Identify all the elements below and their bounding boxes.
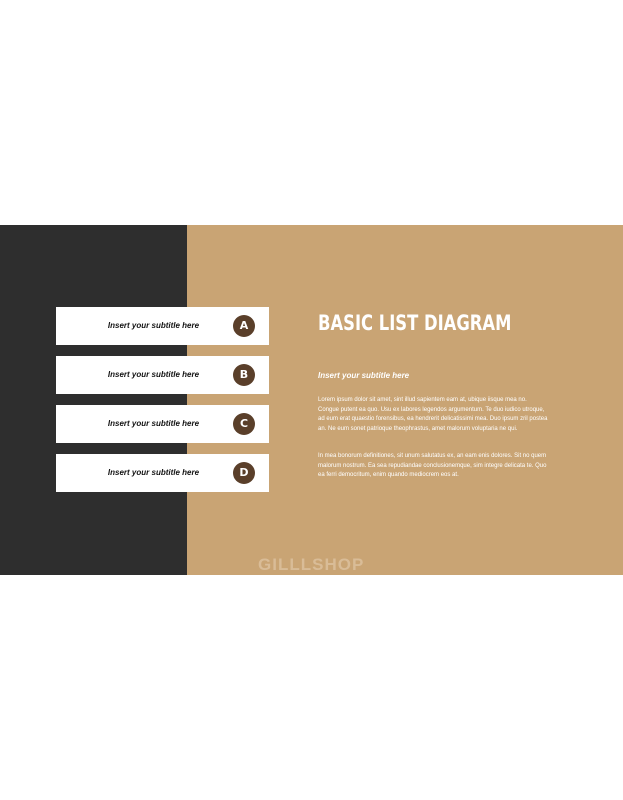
letter-badge: A (233, 315, 255, 337)
watermark: GILLLSHOP (258, 555, 365, 574)
letter-badge: D (233, 462, 255, 484)
letter-badge: C (233, 413, 255, 435)
body-paragraph-1: Lorem ipsum dolor sit amet, sint illud sapientem eam at, ubique iisque mea no. Congue putent ea quo. Usu ex labores legendos argumentum. Te duo iudico utroque, ad eum erat quaestio forensibus, ea hendrerit delicatissimi mea. Duo ipsum zril postea an. Ne eum sonet patrioque theophrastus, amet malorum voluptaria ne qui. (318, 397, 548, 432)
list-item-b (56, 356, 269, 394)
list-item-label: Insert your subtitle here (107, 419, 200, 428)
dark-side-panel (0, 225, 187, 575)
list-item-label: Insert your subtitle here (107, 468, 200, 477)
letter-badge: B (233, 364, 255, 386)
list-item-label: Insert your subtitle here (107, 321, 200, 330)
list-item-a (56, 307, 269, 345)
slide (0, 225, 623, 575)
list-item-label: Insert your subtitle here (107, 370, 200, 379)
slide-title: BASIC LIST DIAGRAM (318, 311, 512, 335)
slide-subtitle: Insert your subtitle here (318, 371, 410, 380)
body-paragraph-2: In mea bonorum definitiones, sit unum salutatus ex, an eam enis dolores. Sit no quem malorum nostrum. Ea sea repudiandae conclusionemque, sim integre delicata te. Quo ea ferri democritum, enim quando mediocrem eos at. (318, 453, 547, 478)
list-item-c (56, 405, 269, 443)
list-item-d (56, 454, 269, 492)
